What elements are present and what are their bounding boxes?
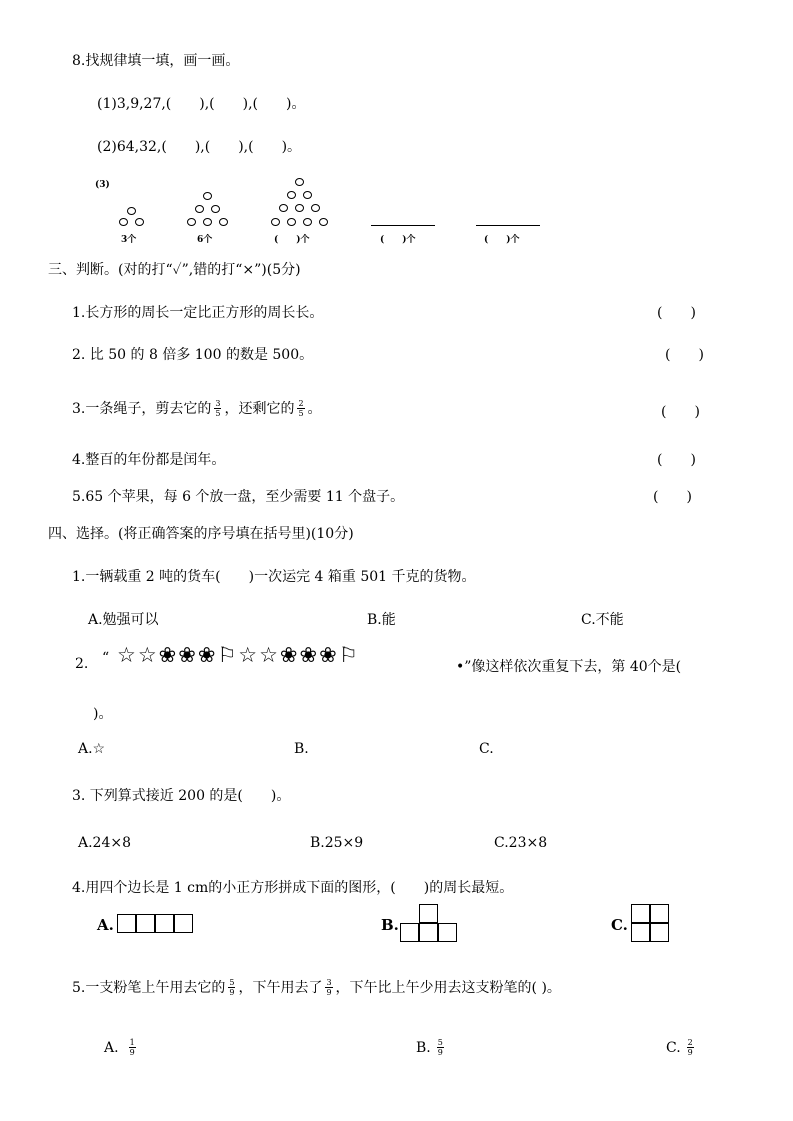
s4-q4-option-c[interactable]: C.: [611, 916, 628, 934]
fraction: $\frac{3}{9}$: [326, 977, 332, 997]
s4-q5-text: 5.一支粉笔上午用去它的 $\frac{5}{9}$ ，下午用去了 $\frac{3}{9}$ ，下午比上午少用去这支粉笔的( )。: [72, 977, 561, 997]
s4-q1-text: 1.一辆载重 2 吨的货车( )一次运完 4 箱重 501 千克的货物。: [72, 569, 476, 585]
s4-q1-option-a[interactable]: A.勉强可以: [88, 612, 159, 628]
s4-q5-option-a[interactable]: A. $\frac{1}{9}$: [104, 1038, 135, 1057]
s4-q1-option-b[interactable]: B.能: [367, 612, 396, 628]
s3-paren-5[interactable]: ( ): [653, 489, 692, 505]
s4-q3-option-a[interactable]: A.24×8: [78, 835, 132, 851]
s4-q2-close: )。: [93, 706, 113, 722]
s4-q2-option-b[interactable]: B.: [294, 741, 309, 757]
s4-q4-option-a[interactable]: A.: [97, 916, 114, 934]
four-squares-row: [117, 914, 193, 933]
s4-q2-num: 2.: [75, 656, 89, 672]
s4-q4-text: 4.用四个边长是 1 cm的小正方形拼成下面的图形，( )的周长最短。: [72, 880, 514, 896]
s3-paren-2[interactable]: ( ): [665, 347, 704, 363]
fig-label-4: ( )个: [380, 235, 416, 245]
s4-q2-open-quote: “: [102, 650, 110, 666]
q8-title: 8.找规律填一填，画一画。: [72, 53, 240, 69]
fig-label-3: ( )个: [274, 235, 310, 245]
s3-item-2: 2. 比 50 的 8 倍多 100 的数是 500。: [72, 347, 314, 363]
s4-q5-option-b[interactable]: B. $\frac{5}{9}$: [416, 1038, 443, 1057]
s4-q3-option-c[interactable]: C.23×8: [494, 835, 548, 851]
q8-sub3-label: (3): [95, 180, 110, 190]
s3-item-1: 1.长方形的周长一定比正方形的周长长。: [72, 305, 324, 321]
s4-q3-option-b[interactable]: B.25×9: [310, 835, 364, 851]
fraction: $\frac{2}{5}$: [298, 398, 304, 418]
s4-q5-option-c[interactable]: C. $\frac{2}{9}$: [666, 1038, 693, 1057]
s3-item-5: 5.65 个苹果，每 6 个放一盘，至少需要 11 个盘子。: [72, 489, 405, 505]
draw-blank-2[interactable]: [476, 225, 540, 226]
s3-paren-3[interactable]: ( ): [661, 404, 700, 420]
draw-blank-1[interactable]: [371, 225, 435, 226]
fraction: $\frac{3}{5}$: [215, 398, 221, 418]
s3-item-3: 3.一条绳子，剪去它的 $\frac{3}{5}$ ，还剩它的 $\frac{2}{5}$ 。: [72, 398, 322, 418]
s3-paren-1[interactable]: ( ): [657, 305, 696, 321]
s3-paren-4[interactable]: ( ): [657, 452, 696, 468]
two-by-two-squares: [631, 904, 669, 942]
s3-item-4: 4.整百的年份都是闰年。: [72, 452, 226, 468]
fraction: $\frac{5}{9}$: [229, 977, 235, 997]
s4-q3-text: 3. 下列算式接近 200 的是( )。: [72, 788, 291, 804]
t-shape-squares: [400, 904, 457, 942]
fig-label-1: 3个: [121, 235, 137, 245]
section4-heading: 四、选择。(将正确答案的序号填在括号里)(10分): [48, 526, 354, 542]
fig-label-2: 6个: [197, 235, 213, 245]
s4-q2-option-c[interactable]: C.: [479, 741, 494, 757]
fig-label-5: ( )个: [484, 235, 520, 245]
shape-sequence: ☆☆❀❀❀⚐☆☆❀❀❀⚐: [117, 643, 360, 667]
q8-sub1: (1)3,9,27,( ),( ),( )。: [97, 96, 306, 112]
s4-q4-option-b[interactable]: B.: [381, 916, 399, 934]
q8-sub2: (2)64,32,( ),( ),( )。: [97, 139, 302, 155]
s4-q2-tail: •”像这样依次重复下去，第 40个是(: [456, 659, 682, 675]
section3-heading: 三、判断。(对的打“✓”,错的打“×”)(5分): [48, 262, 301, 278]
s4-q2-option-a[interactable]: A.☆: [78, 741, 106, 757]
s4-q1-option-c[interactable]: C.不能: [581, 612, 624, 628]
